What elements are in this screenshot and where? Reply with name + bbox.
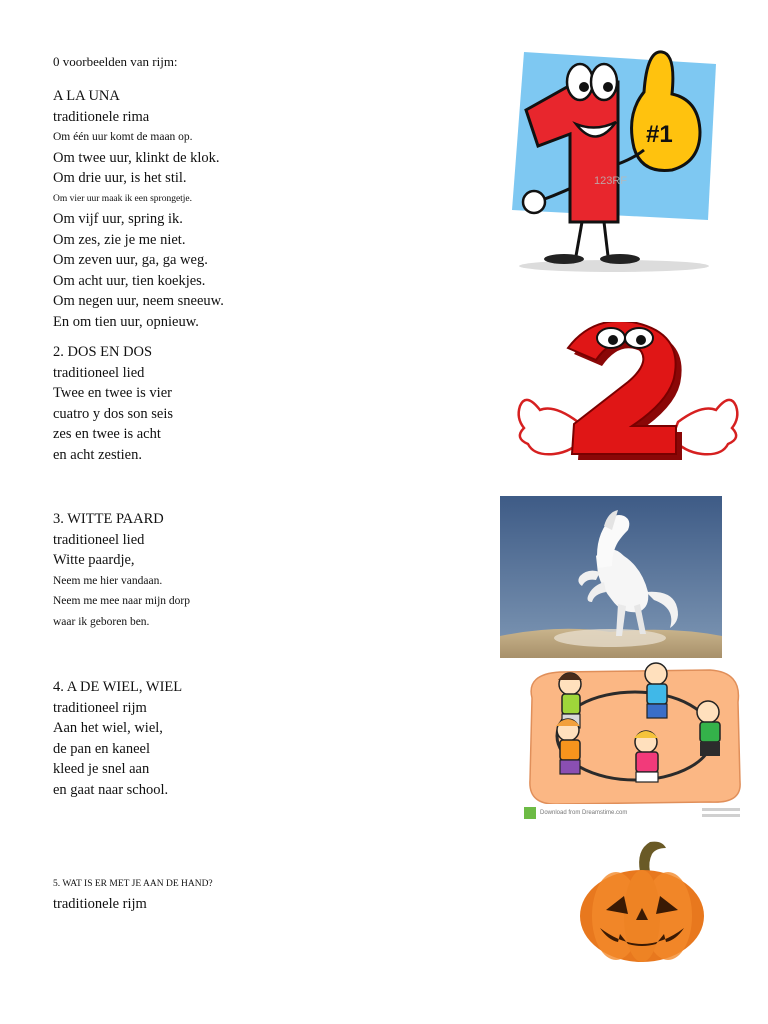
pumpkin-image <box>576 840 708 966</box>
poem-subtitle: traditioneel rijm <box>53 699 147 716</box>
poem-subtitle: traditioneel lied <box>53 364 145 381</box>
poem-dos-en-dos <box>53 342 473 466</box>
poem-line: en gaat naar school. <box>53 781 169 798</box>
poem-line: Om drie uur, is het stil. <box>53 170 187 187</box>
poem-line: Aan het wiel, wiel, <box>53 720 163 737</box>
image-caption: Download from Dreamstime.com <box>540 810 628 816</box>
watermark-text: 123RF <box>594 175 628 187</box>
number-one-cartoon-image <box>494 42 724 278</box>
poem-wat-is-er <box>53 874 473 915</box>
poem-line: de pan en kaneel <box>53 740 151 757</box>
poem-a-la-una <box>53 86 473 333</box>
poem-line: Witte paardje, <box>53 552 135 569</box>
poem-subtitle: traditionele rima <box>53 108 150 125</box>
poem-title: 4. A DE WIEL, WIEL <box>53 679 183 695</box>
poem-line: Om zeven uur, ga, ga weg. <box>53 252 208 269</box>
poem-line: Om negen uur, neem sneeuw. <box>53 293 224 310</box>
poem-line: Neem me mee naar mijn dorp <box>53 595 190 608</box>
poem-line: Om zes, zie je me niet. <box>53 231 186 248</box>
poem-witte-paard <box>53 509 473 633</box>
number-two-cartoon-image <box>514 322 742 468</box>
poem-title: 2. DOS EN DOS <box>53 344 153 360</box>
poem-subtitle: traditionele rijm <box>53 896 147 912</box>
poem-line: cuatro y dos son seis <box>53 405 174 422</box>
poem-title: 3. WITTE PAARD <box>53 511 164 527</box>
poem-line: Om acht uur, tien koekjes. <box>53 272 206 289</box>
poem-line: en acht zestien. <box>53 446 142 463</box>
foam-finger-label: #1 <box>646 121 673 148</box>
poem-line: kleed je snel aan <box>53 761 150 778</box>
poem-title: A LA UNA <box>53 88 120 104</box>
poem-a-de-wiel <box>53 677 473 801</box>
poem-line: Neem me hier vandaan. <box>53 574 163 587</box>
poem-line: Om vijf uur, spring ik. <box>53 210 183 227</box>
poem-subtitle: traditioneel lied <box>53 531 145 548</box>
poem-line: zes en twee is acht <box>53 426 161 443</box>
poem-line: Om twee uur, klinkt de klok. <box>53 149 220 166</box>
white-horse-photo <box>500 496 722 658</box>
poem-line: Twee en twee is vier <box>53 385 172 402</box>
poem-title: 5. WAT IS ER MET JE AAN DE HAND? <box>53 879 213 889</box>
poem-line: En om tien uur, opnieuw. <box>53 313 199 330</box>
page-intro: 0 voorbeelden van rijm: <box>53 54 178 69</box>
children-dancing-illustration <box>520 662 748 822</box>
poem-line: Om vier uur maak ik een sprongetje. <box>53 193 193 204</box>
poem-line: waar ik geboren ben. <box>53 615 150 628</box>
poem-line: Om één uur komt de maan op. <box>53 131 193 144</box>
